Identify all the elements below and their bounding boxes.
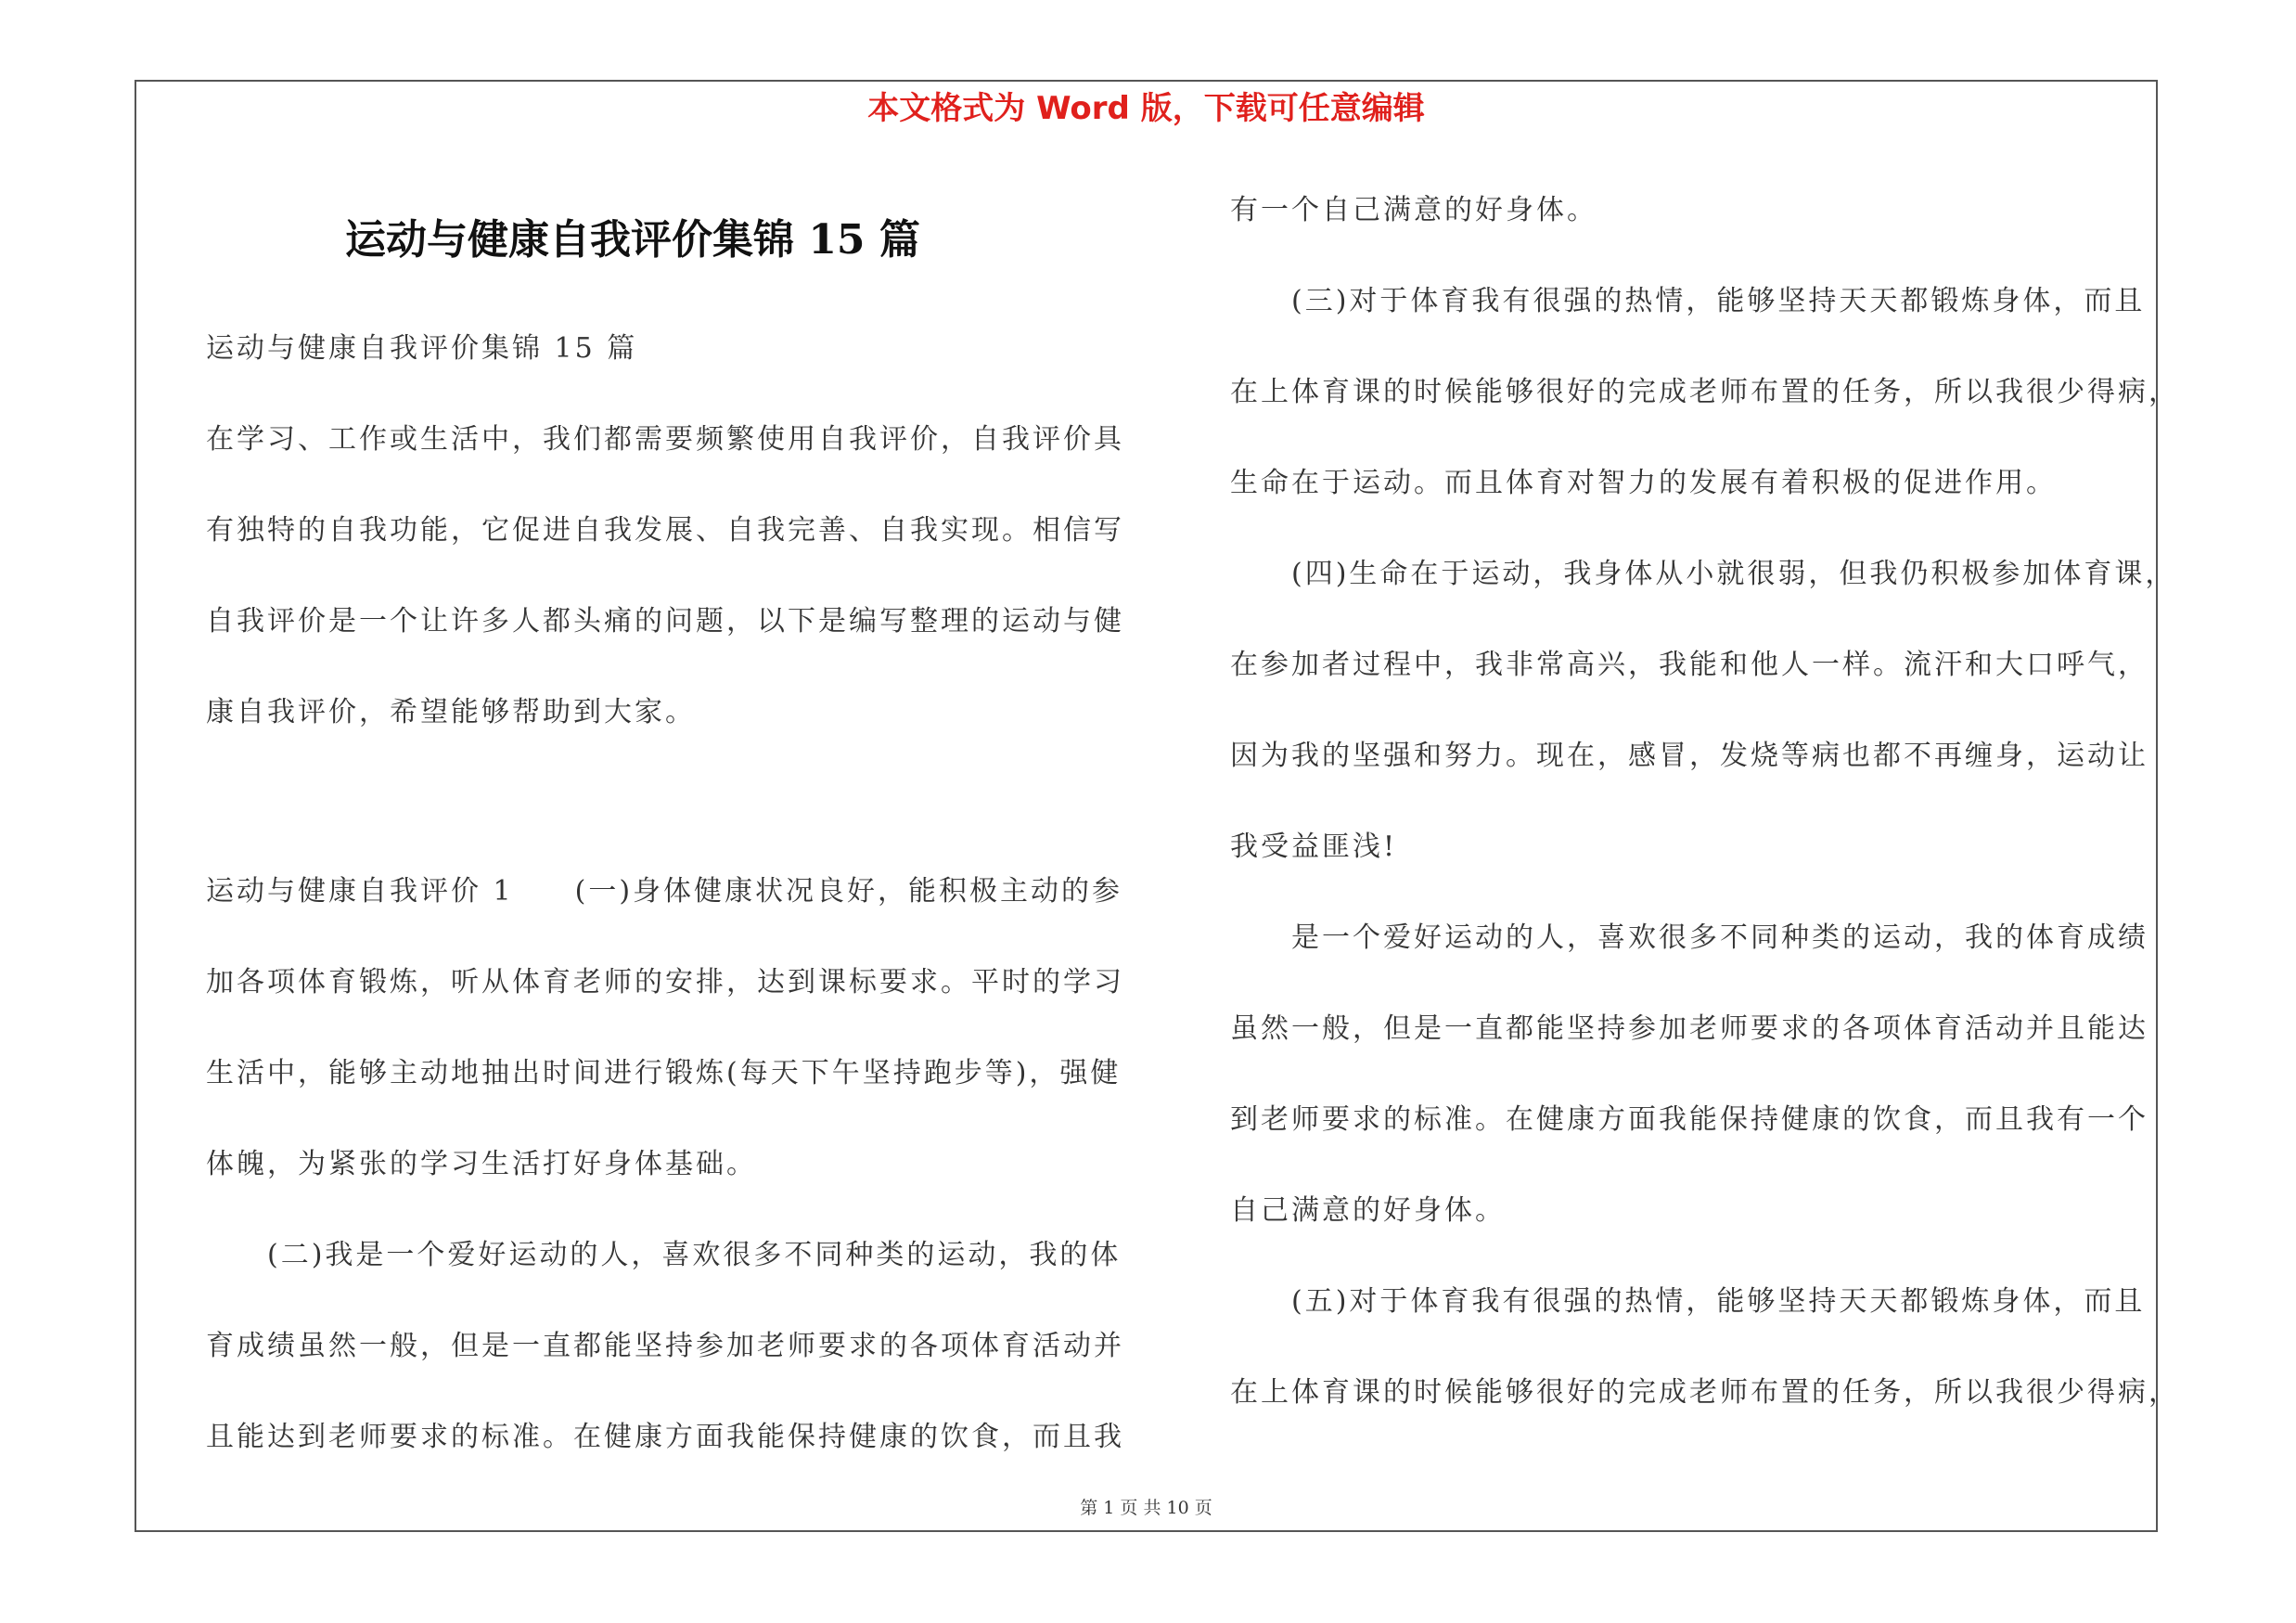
- paragraph-line: 自己满意的好身体。: [1230, 1194, 1506, 1227]
- paragraph-line: 康自我评价，希望能够帮助到大家。: [206, 696, 696, 728]
- paragraph-line: 有一个自己满意的好身体。: [1230, 194, 1597, 226]
- paragraph-line: 有独特的自我功能，它促进自我发展、自我完善、自我实现。相信写: [206, 514, 1124, 547]
- document-title: [206, 206, 1134, 265]
- paragraph-line: 是一个爱好运动的人，喜欢很多不同种类的运动，我的体育成绩: [1230, 921, 2148, 954]
- paragraph-line: 虽然一般，但是一直都能坚持参加老师要求的各项体育活动并且能达: [1230, 1012, 2148, 1045]
- paragraph-line: 在学习、工作或生活中，我们都需要频繁使用自我评价，自我评价具: [206, 423, 1124, 456]
- paragraph-line: 在上体育课的时候能够很好的完成老师布置的任务，所以我很少得病，: [1230, 1376, 2179, 1409]
- paragraph-line: 因为我的坚强和努力。现在，感冒，发烧等病也都不再缠身，运动让: [1230, 740, 2148, 772]
- document-title-text: 运动与健康自我评价集锦 15 篇: [345, 216, 920, 264]
- paragraph-line: (二)我是一个爱好运动的人，喜欢很多不同种类的运动，我的体: [206, 1239, 1122, 1271]
- paragraph-line: 到老师要求的标准。在健康方面我能保持健康的饮食，而且我有一个: [1230, 1103, 2148, 1136]
- paragraph-line: 且能达到老师要求的标准。在健康方面我能保持健康的饮食，而且我: [206, 1421, 1124, 1453]
- paragraph-line: 体魄，为紧张的学习生活打好身体基础。: [206, 1148, 757, 1180]
- paragraph-line: 生命在于运动。而且体育对智力的发展有着积极的促进作用。: [1230, 467, 2057, 499]
- paragraph-line: (五)对于体育我有很强的热情，能够坚持天天都锻炼身体，而且: [1230, 1285, 2146, 1318]
- paragraph-line: 运动与健康自我评价集锦 15 篇: [206, 332, 638, 365]
- paragraph-line: (三)对于体育我有很强的热情，能够坚持天天都锻炼身体，而且: [1230, 285, 2146, 317]
- format-notice-banner: 本文格式为 Word 版，下载可任意编辑: [867, 90, 1425, 127]
- paragraph-line: 在参加者过程中，我非常高兴，我能和他人一样。流汗和大口呼气，: [1230, 649, 2148, 681]
- paragraph-line: 育成绩虽然一般，但是一直都能坚持参加老师要求的各项体育活动并: [206, 1330, 1124, 1362]
- paragraph-line: 自我评价是一个让许多人都头痛的问题，以下是编写整理的运动与健: [206, 605, 1124, 638]
- paragraph-line: 在上体育课的时候能够很好的完成老师布置的任务，所以我很少得病，: [1230, 376, 2179, 408]
- paragraph-line: 生活中，能够主动地抽出时间进行锻炼(每天下午坚持跑步等)，强健: [206, 1057, 1122, 1089]
- paragraph-line: (四)生命在于运动，我身体从小就很弱，但我仍积极参加体育课，: [1230, 558, 2176, 590]
- paragraph-line: 加各项体育锻炼，听从体育老师的安排，达到课标要求。平时的学习: [206, 966, 1124, 998]
- page-number-footer: 第 1 页 共 10 页: [1080, 1498, 1212, 1518]
- paragraph-line: 运动与健康自我评价 1 (一)身体健康状况良好，能积极主动的参: [206, 875, 1123, 908]
- paragraph-line: 我受益匪浅!: [1230, 831, 1398, 863]
